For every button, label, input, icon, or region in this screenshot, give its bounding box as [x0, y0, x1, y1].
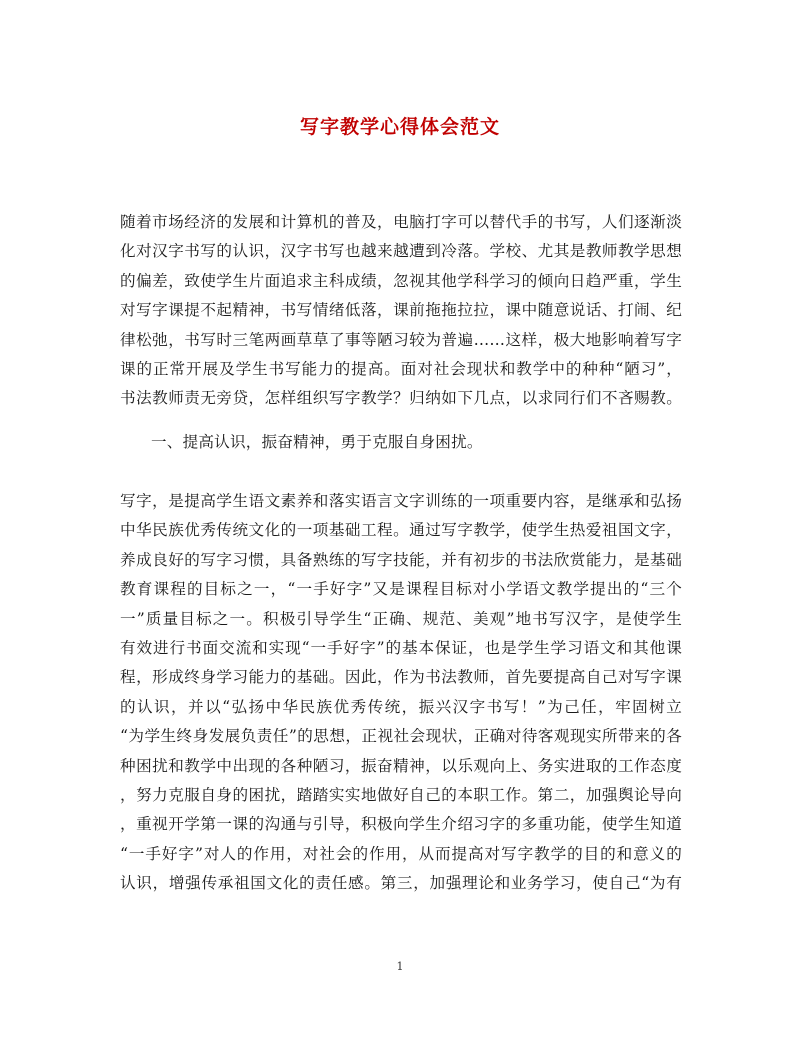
section-heading-text: 一、提高认识，振奋精神，勇于克服自身困扰。 — [151, 433, 483, 451]
paragraph-section-one — [120, 487, 682, 898]
paragraph-line: 写字，是提高学生语文素养和落实语言文字训练的一项重要内容，是继承和弘扬 — [120, 492, 682, 510]
paragraph-line: 书法教师责无旁贷，怎样组织写字教学？归纳如下几点，以求同行们不吝赐教。 — [120, 389, 682, 408]
paragraph-line: 养成良好的写字习惯，具备熟练的写字技能，并有初步的书法欣赏能力，是基础 — [120, 550, 682, 569]
paragraph-line: 对写字课提不起精神，书写情绪低落，课前拖拖拉拉，课中随意说话、打闹、纪 — [120, 301, 682, 320]
page-number: 1 — [396, 960, 404, 973]
paragraph-line: 一”质量目标之一。积极引导学生“正确、规范、美观”地书写汉字，是使学生 — [120, 609, 682, 628]
paragraph-line: 的偏差，致使学生片面追求主科成绩，忽视其他学科学习的倾向日趋严重，学生 — [120, 271, 682, 290]
paragraph-line: 随着市场经济的发展和计算机的普及，电脑打字可以替代手的书写，人们逐渐淡 — [120, 213, 682, 231]
paragraph-line: ，重视开学第一课的沟通与引导，积极向学生介绍习字的多重功能，使学生知道 — [120, 815, 682, 834]
paragraph-line: 种困扰和教学中出现的各种陋习，振奋精神，以乐观向上、务实进取的工作态度 — [120, 756, 682, 775]
paragraph-line: 的认识，并以“弘扬中华民族优秀传统，振兴汉字书写！”为己任，牢固树立 — [120, 697, 682, 716]
paragraph-line: 程，形成终身学习能力的基础。因此，作为书法教师，首先要提高自己对写字课 — [120, 668, 682, 687]
paragraph-line: 化对汉字书写的认识，汉字书写也越来越遭到冷落。学校、尤其是教师教学思想 — [120, 242, 682, 261]
paragraph-line: 中华民族优秀传统文化的一项基础工程。通过写字教学，使学生热爱祖国文字， — [120, 521, 682, 540]
paragraph-line: ，努力克服自身的困扰，踏踏实实地做好自己的本职工作。第二，加强舆论导向 — [120, 785, 682, 804]
paragraph-line: 课的正常开展及学生书写能力的提高。面对社会现状和教学中的种种“陋习”， — [120, 359, 682, 378]
paragraph-line: 律松弛，书写时三笔两画草草了事等陋习较为普遍……这样，极大地影响着写字 — [120, 330, 682, 349]
paragraph-intro — [120, 208, 682, 414]
paragraph-line: 教育课程的目标之一，“一手好字”又是课程目标对小学语文教学提出的“三个 — [120, 580, 682, 599]
paragraph-line: “一手好字”对人的作用，对社会的作用，从而提高对写字教学的目的和意义的 — [120, 844, 682, 863]
paragraph-line: 认识，增强传承祖国文化的责任感。第三，加强理论和业务学习，使自己“为有 — [120, 874, 682, 893]
paragraph-line: 有效进行书面交流和实现“一手好字”的基本保证，也是学生学习语文和其他课 — [120, 638, 682, 657]
section-heading — [120, 428, 682, 457]
document-title: 写字教学心得体会范文 — [299, 116, 500, 138]
paragraph-line: “为学生终身发展负责任”的思想，正视社会现状，正确对待客观现实所带来的各 — [120, 727, 682, 746]
